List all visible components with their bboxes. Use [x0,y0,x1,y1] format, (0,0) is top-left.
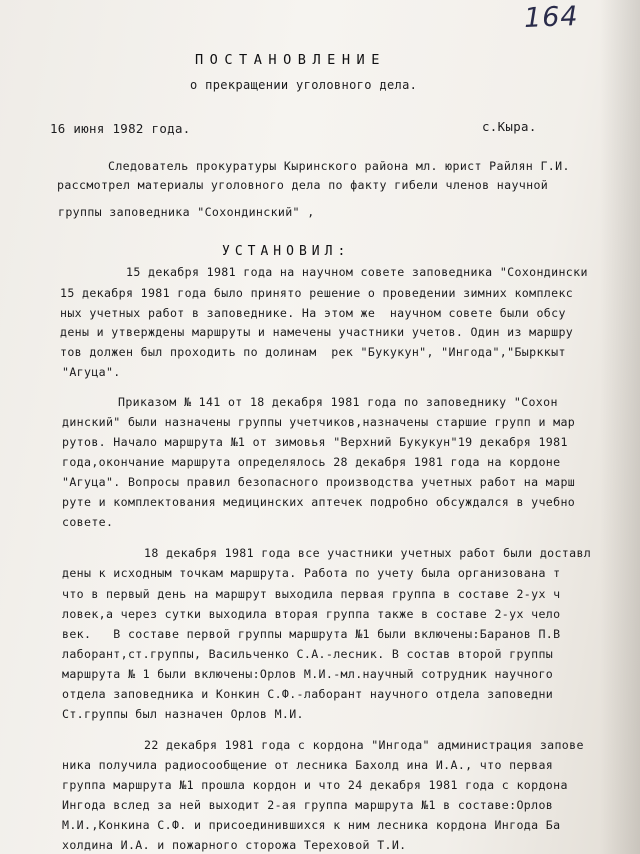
paragraph-line: совете. [62,515,114,529]
intro-line: группы заповедника "Сохондинский" , [58,205,315,219]
document-subtitle: о прекращении уголовного дела. [190,78,418,92]
paragraph-line: тов должен был проходить по долинам рек "Букукун", "Ингода","Бырккыт [60,345,566,359]
paragraph-line: руте и комплектования медицинских аптечек подробно обсуждался в учебно [62,495,576,509]
paragraph-line: "Агуца". Вопросы правил безопасного производства учетных работ на марш [62,475,576,489]
paragraph-line: ловек,а через сутки выходила вторая группа также в составе 2-ух чело [62,607,561,621]
paragraph-line: М.И.,Конкина С.Ф. и присоединившихся к ним лесника кордона Ингода Ба [62,818,561,832]
intro-line: рассмотрел материалы уголовного дела по факту гибели членов научной [57,178,549,192]
paragraph-line: группа маршрута №1 прошла кордон и что 24 декабря 1981 года с кордона [62,778,568,792]
folio-number: 164 [523,1,580,34]
paragraph-line: Приказом № 141 от 18 декабря 1981 года по заповеднику "Сохон [118,395,558,409]
paragraph-line: 15 декабря 1981 года на научном совете заповедника "Сохондински [126,265,588,279]
paragraph-line: Ингода вслед за ней выходит 2-ая группа маршрута №1 в составе:Орлов [62,798,554,812]
paragraph-line: ных учетных работ в заповеднике. На этом же научном совете были обсу [60,306,566,320]
paragraph-line: рутов. Начало маршрута №1 от зимовья "Верхний Букукун"19 декабря 1981 [62,435,568,449]
paragraph-line: что в первый день на маршрут выходила первая группа в составе 2-ух ч [62,587,561,601]
document-title: ПОСТАНОВЛЕНИЕ [195,52,386,68]
paragraph-line: отдела заповедника и Конкин С.Ф.-лаборант научного отдела заповедни [62,687,554,701]
paragraph-line: динский" были назначены группы учетчиков,назначены старшие групп и мар [62,415,576,429]
paragraph-line: холдина И.А. и пожарного сторожа Тереховой Т.И. [62,838,407,852]
intro-line: Следователь прокуратуры Кыринского района мл. юрист Райлян Г.И. [108,159,570,173]
paragraph-line: ника получила радиосообщение от лесника Бахолд ина И.А., что первая [62,758,554,772]
paragraph-line: дены и утверждены маршруты и намечены участники учетов. Один из маршру [60,325,574,339]
document-place: с.Кыра. [482,119,537,134]
paragraph-line: лаборант,ст.группы, Васильченко С.А.-лесник. В состав второй группы [62,647,554,661]
page-edge-shadow [600,0,640,854]
paragraph-line: 22 декабря 1981 года с кордона "Ингода" администрация запове [144,738,584,752]
paragraph-line: года,окончание маршрута определялось 28 декабря 1981 года на кордоне [62,455,561,469]
paragraph-line: 18 декабря 1981 года все участники учетных работ были доставл [144,546,592,560]
paragraph-line: "Агуца". [62,365,121,379]
paragraph-line: 15 декабря 1981 года было принято решение о проведении зимних комплекс [60,286,574,300]
paragraph-line: дены к исходным точкам маршрута. Работа по учету была организована т [62,566,561,580]
paragraph-line: век. В составе первой группы маршрута №1 были включены:Баранов П.В [62,627,561,641]
document-date: 16 июня 1982 года. [50,121,191,136]
section-heading: УСТАНОВИЛ: [222,244,351,259]
paragraph-line: Ст.группы был назначен Орлов М.И. [62,707,304,721]
paragraph-line: маршрута № 1 были включены:Орлов М.И.-мл.научный сотрудник научного [62,667,554,681]
